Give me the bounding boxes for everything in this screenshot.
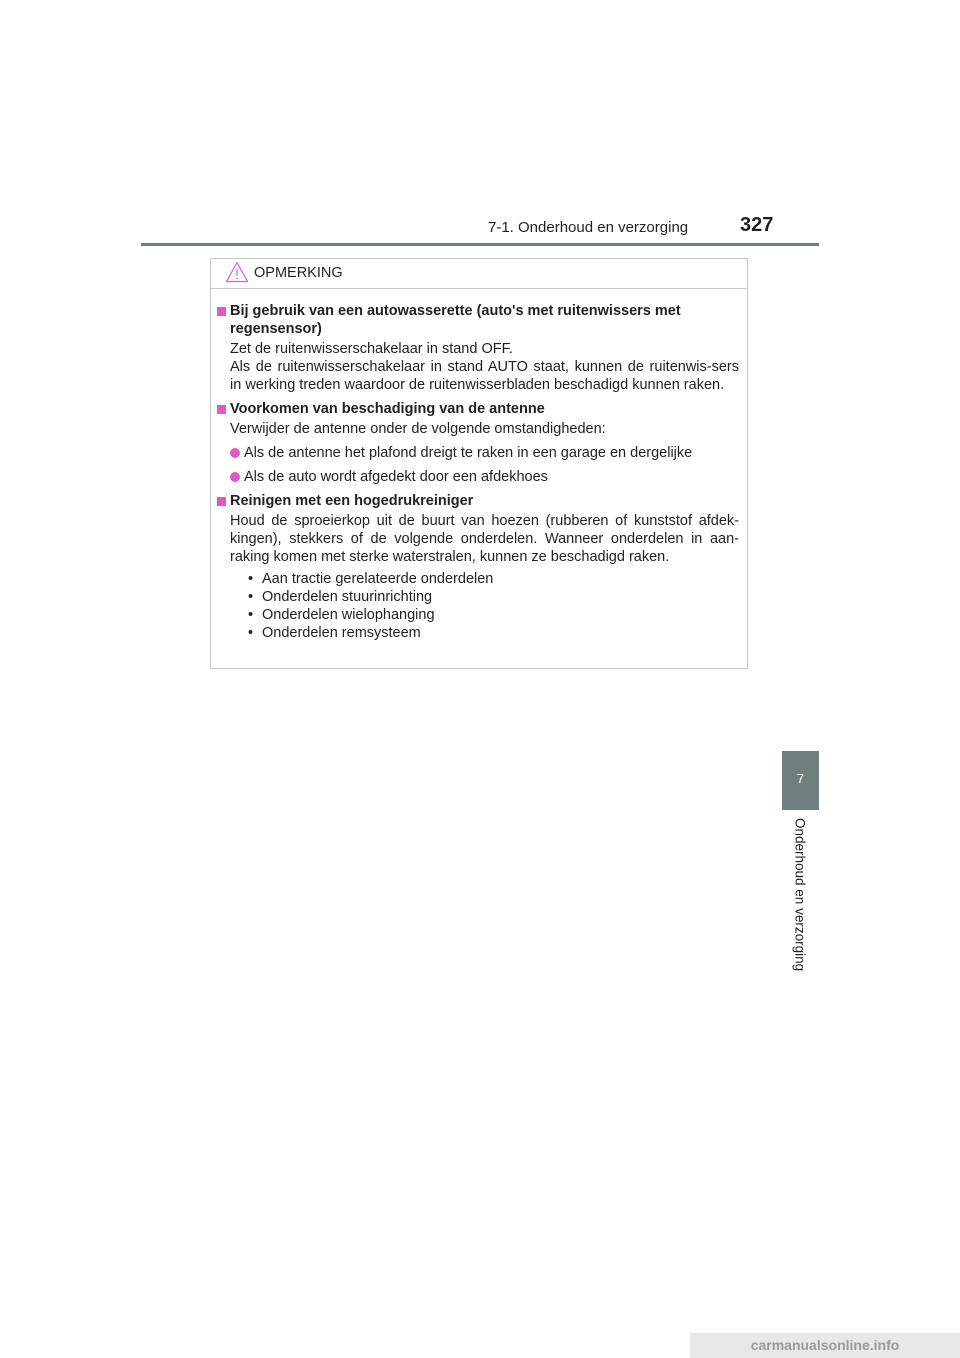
square-bullet-icon bbox=[217, 405, 226, 414]
header-rule bbox=[141, 243, 819, 246]
section-heading bbox=[217, 400, 739, 418]
list-item bbox=[248, 570, 739, 588]
chapter-number: 7 bbox=[796, 771, 805, 786]
dot-bullet-icon: • bbox=[248, 571, 254, 587]
list-item-text: Als de antenne het plafond dreigt te raken in een garage en dergelijke bbox=[244, 445, 693, 461]
chapter-side-label: Onderhoud en verzorging bbox=[792, 818, 808, 972]
list-item-text: Als de auto wordt afgedekt door een afdekhoes bbox=[244, 469, 548, 485]
list-item bbox=[248, 624, 739, 642]
square-bullet-icon bbox=[217, 307, 226, 316]
page-number: 327 bbox=[740, 214, 774, 236]
list-item-text: Onderdelen remsysteem bbox=[262, 625, 421, 641]
paragraph: Verwijder de antenne onder de volgende omstandigheden: bbox=[230, 421, 606, 437]
list-item-text: Onderdelen wielophanging bbox=[262, 607, 435, 623]
list-item-text: Onderdelen stuurinrichting bbox=[262, 589, 433, 605]
header-section-title: 7-1. Onderhoud en verzorging bbox=[488, 219, 689, 236]
circle-bullet-icon bbox=[230, 472, 240, 482]
section-heading-text: Reinigen met een hogedrukreiniger bbox=[230, 493, 474, 509]
section-heading-text: Bij gebruik van een autowasserette (auto's met ruitenwissers met bbox=[230, 303, 681, 319]
dot-list bbox=[217, 570, 739, 642]
list-item-text: Aan tractie gerelateerde onderdelen bbox=[262, 571, 494, 587]
section-heading bbox=[217, 492, 739, 510]
circle-bullet-icon bbox=[230, 448, 240, 458]
dot-bullet-icon: • bbox=[248, 607, 254, 623]
paragraph: Houd de sproeierkop uit de buurt van hoezen (rubberen of kunststof afdek-kingen), stekkers of de volgende onderdelen. Wanneer onderdelen in aan-raking komen met sterke waterstralen, kunnen ze beschadigd raken. bbox=[230, 513, 739, 565]
paragraph: Zet de ruitenwisserschakelaar in stand OFF. bbox=[230, 341, 513, 357]
watermark[interactable]: carmanualsonline.info bbox=[690, 1333, 960, 1358]
notice-title: OPMERKING bbox=[254, 265, 343, 281]
section-heading-text: regensensor) bbox=[230, 321, 322, 337]
dot-bullet-icon: • bbox=[248, 589, 254, 605]
warning-icon bbox=[225, 261, 249, 283]
section-heading-text: Voorkomen van beschadiging van de antenne bbox=[230, 401, 545, 417]
list-item bbox=[217, 444, 739, 462]
paragraph: Als de ruitenwisserschakelaar in stand AUTO staat, kunnen de ruitenwis-sers in werking treden waardoor de ruitenwisserbladen beschadigd kunnen raken. bbox=[230, 359, 739, 393]
list-item bbox=[217, 468, 739, 486]
square-bullet-icon bbox=[217, 497, 226, 506]
chapter-tab[interactable] bbox=[782, 751, 819, 810]
list-item bbox=[248, 588, 739, 606]
notice-box bbox=[210, 258, 748, 669]
notice-body bbox=[211, 289, 747, 642]
dot-bullet-icon: • bbox=[248, 625, 254, 641]
section-heading bbox=[217, 302, 739, 338]
list-item bbox=[248, 606, 739, 624]
notice-header bbox=[211, 259, 747, 289]
